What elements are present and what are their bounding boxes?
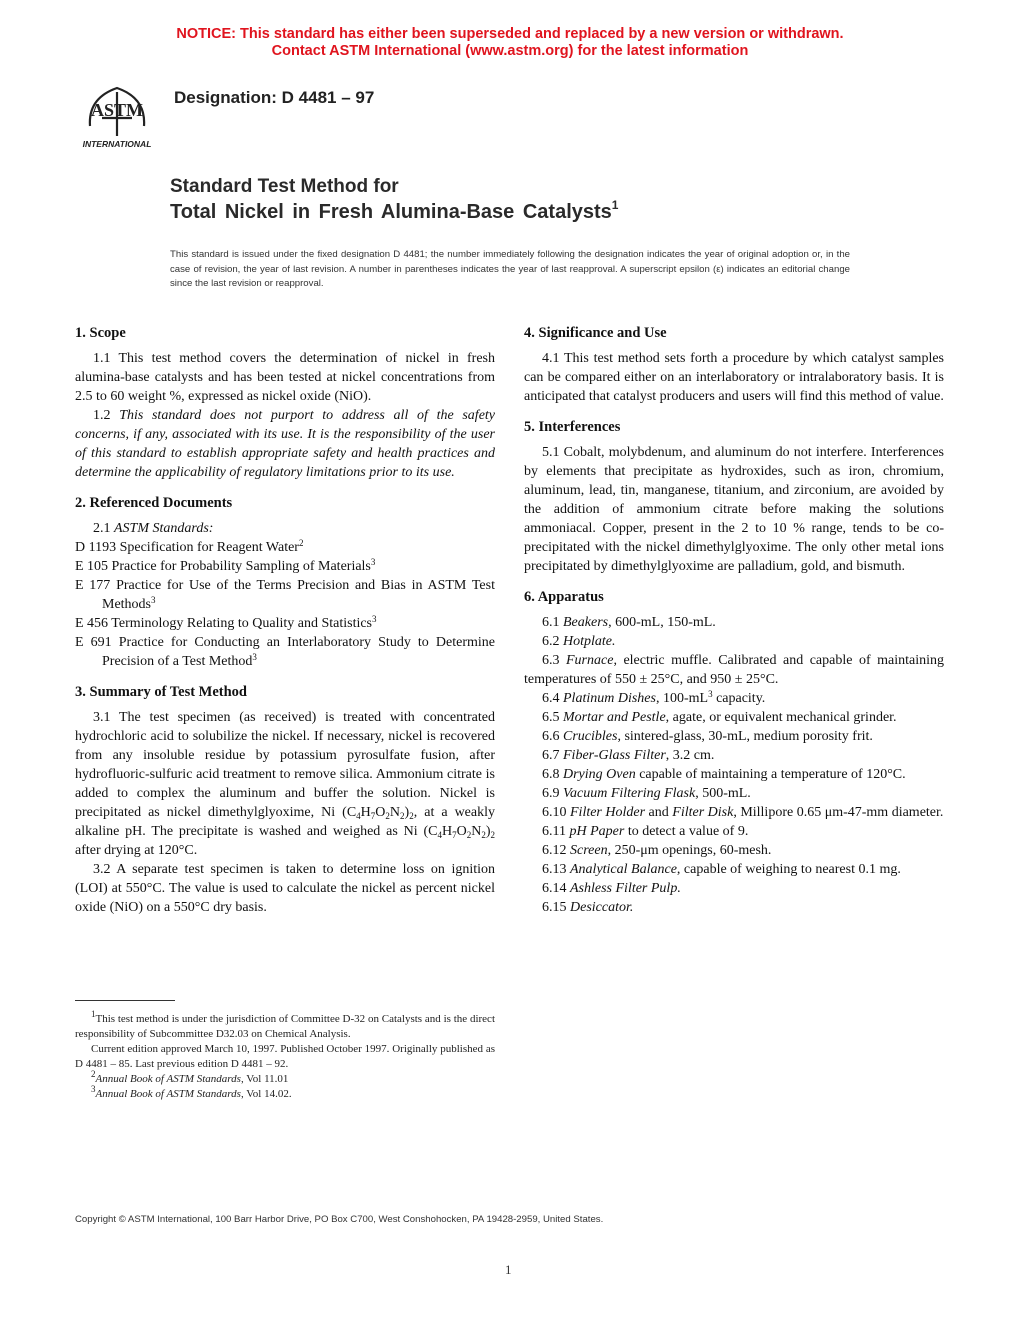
subscript: 4 bbox=[356, 811, 361, 821]
reference-text: E 105 Practice for Probability Sampling of Materials bbox=[75, 559, 371, 574]
paragraph-5-1: 5.1 Cobalt, molybdenum, and aluminum do not interfere. Interferences by elements that precipitate as hydroxides, such as iron, chromium, aluminum, lead, tin, manganese, titanium, and zirconium, are avoided by the addition of ammonium citrate before making the solutions ammoniacal. Copper, present in the 2 to 10 % range, tends to be co-precipitated with the nickel dimethylglyoxime. The only other metal ions precipitated by dimethylglyoxime are palladium, gold, and bismuth. bbox=[524, 445, 944, 574]
astm-standards-label: ASTM Standards: bbox=[114, 521, 214, 536]
item-desc: , sintered-glass, 30-mL, medium porosity frit. bbox=[617, 729, 873, 744]
footnote-text: , Vol 11.01 bbox=[240, 1073, 289, 1085]
right-column bbox=[524, 320, 944, 929]
item-name: Filter Holder bbox=[570, 805, 646, 820]
paragraph-3-2: 3.2 A separate test specimen is taken to determine loss on ignition (LOI) at 550°C. The value is used to calculate the nickel as percent nickel oxide (NiO) on a 550°C dry basis. bbox=[75, 862, 495, 915]
apparatus-item bbox=[524, 860, 944, 879]
item-number: 6.15 bbox=[542, 900, 570, 915]
item-number: 6.6 bbox=[542, 729, 563, 744]
item-name: Screen bbox=[570, 843, 608, 858]
footnote-text: This test method is under the jurisdiction of Committee D-32 on Catalysts and is the direct responsibility of Subcommittee D32.03 on Chemical Analysis. bbox=[75, 1013, 495, 1040]
subscript: 4 bbox=[437, 830, 442, 840]
paragraph-1-1: 1.1 This test method covers the determination of nickel in fresh alumina-base catalysts and has been tested at nickel concentrations from 2.5 to 60 weight %, expressed as nickel oxide (NiO). bbox=[75, 351, 495, 404]
apparatus-item bbox=[524, 727, 944, 746]
item-number: 6.7 bbox=[542, 748, 563, 763]
document-title bbox=[170, 175, 618, 225]
title-footnote-ref: 1 bbox=[611, 198, 619, 212]
paragraph-number: 2.1 bbox=[93, 521, 114, 536]
text-run: after drying at 120°C. bbox=[75, 843, 198, 858]
item-number: 6.5 bbox=[542, 710, 563, 725]
item-desc: , 600-mL, 150-mL. bbox=[608, 615, 716, 630]
section-heading: 6. Apparatus bbox=[524, 589, 604, 605]
subscript: 2 bbox=[400, 811, 405, 821]
reference-item bbox=[75, 557, 495, 576]
astm-logo-icon bbox=[72, 78, 162, 150]
paragraph-1-2 bbox=[75, 406, 495, 482]
section-heading: 4. Significance and Use bbox=[524, 325, 667, 341]
item-name: Analytical Balance bbox=[570, 862, 677, 877]
footnote-ref: 2 bbox=[298, 538, 304, 548]
footnote-1b: Current edition approved March 10, 1997. Published October 1997. Originally published as D 4481 – 85. Last previous edition D 4481 – 92. bbox=[75, 1043, 495, 1070]
text-run: H bbox=[360, 805, 371, 820]
item-name: Filter Disk bbox=[672, 805, 734, 820]
item-desc: , 500-mL. bbox=[695, 786, 751, 801]
footnote-marker: 1 bbox=[91, 1009, 96, 1019]
paragraph-4-1: 4.1 This test method sets forth a procedure by which catalyst samples can be compared either on an interlaboratory or intralaboratory basis. It is anticipated that catalyst producers and users will find this method of value. bbox=[524, 351, 944, 404]
footnote-marker: 2 bbox=[91, 1069, 96, 1079]
text-run: 3.1 The test specimen (as received) is treated with concentrated hydrochloric acid to solubilize the nickel. If necessary, nickel is recovered from any insoluble residue by potassium pyrosulfate fusion, after hydrofluoric-sulfuric acid treatment to remove silica. Ammonium citrate is added to complex the aluminum and buffer the solution. Nickel is precipitated as nickel dimethylglyoxime, Ni (C bbox=[75, 710, 495, 820]
item-desc: , electric muffle. Calibrated and capable of maintaining temperatures of 550 ± 25°C, and 950 ± 25°C. bbox=[524, 653, 944, 687]
item-desc: , 3.2 cm. bbox=[665, 748, 715, 763]
subscript: 2 bbox=[409, 811, 414, 821]
item-number: 6.12 bbox=[542, 843, 570, 858]
footnotes bbox=[75, 1009, 495, 1102]
notice-line-1: NOTICE: This standard has either been superseded and replaced by a new version or withdrawn. bbox=[176, 26, 844, 42]
text-run: , at a weakly alkaline pH. The precipitate is washed and weighed as Ni (C bbox=[75, 805, 495, 839]
footnote-text: , Vol 14.02. bbox=[240, 1088, 292, 1100]
reference-item bbox=[75, 538, 495, 557]
page-number: 1 bbox=[505, 1262, 512, 1277]
section-heading: 2. Referenced Documents bbox=[75, 495, 233, 511]
footnote-marker: 3 bbox=[91, 1084, 96, 1094]
item-desc: , agate, or equivalent mechanical grinder. bbox=[665, 710, 897, 725]
item-name: pH Paper bbox=[569, 824, 625, 839]
footnote-ref: 3 bbox=[151, 595, 156, 605]
item-number: 6.11 bbox=[542, 824, 570, 839]
item-name: Beakers bbox=[563, 615, 609, 630]
apparatus-item bbox=[524, 708, 944, 727]
item-name: Platinum Dishes bbox=[563, 691, 656, 706]
footnote-ref: 3 bbox=[370, 557, 376, 567]
subscript: 2 bbox=[481, 830, 486, 840]
section-apparatus bbox=[524, 588, 944, 917]
section-summary bbox=[75, 683, 495, 917]
title-line-2 bbox=[170, 199, 618, 225]
item-name: Hotplate. bbox=[563, 634, 616, 649]
section-referenced-documents bbox=[75, 494, 495, 671]
reference-text: E 177 Practice for Use of the Terms Precision and Bias in ASTM Test Methods bbox=[75, 578, 495, 612]
item-number: 6.1 bbox=[542, 615, 563, 630]
footnote-3 bbox=[75, 1084, 495, 1102]
apparatus-item bbox=[524, 879, 944, 898]
section-heading: 1. Scope bbox=[75, 325, 126, 341]
reference-text: E 691 Practice for Conducting an Interlaboratory Study to Determine Precision of a Test Method bbox=[75, 635, 495, 669]
item-number: 6.10 bbox=[542, 805, 570, 820]
reference-item bbox=[75, 633, 495, 671]
item-number: 6.13 bbox=[542, 862, 570, 877]
apparatus-item bbox=[524, 784, 944, 803]
item-number: 6.9 bbox=[542, 786, 563, 801]
text-run: H bbox=[441, 824, 453, 839]
text-run: O bbox=[456, 824, 467, 839]
paragraph-2-1 bbox=[75, 519, 495, 538]
footnote-text: Annual Book of ASTM Standards bbox=[95, 1088, 241, 1100]
item-name: Furnace bbox=[566, 653, 614, 668]
section-heading: 3. Summary of Test Method bbox=[75, 684, 247, 700]
section-scope bbox=[75, 324, 495, 482]
notice-line-2: Contact ASTM International (www.astm.org) for the latest information bbox=[271, 43, 749, 59]
copyright-line: Copyright © ASTM International, 100 Barr Harbor Drive, PO Box C700, West Conshohocken, PA 19428-2959, United States. bbox=[75, 1214, 604, 1225]
subscript: 7 bbox=[370, 811, 376, 821]
apparatus-item bbox=[524, 746, 944, 765]
text-run: N bbox=[389, 805, 401, 820]
item-number: 6.3 bbox=[542, 653, 566, 668]
item-desc: , 250-μm openings, 60-mesh. bbox=[607, 843, 772, 858]
apparatus-item bbox=[524, 632, 944, 651]
apparatus-item bbox=[524, 689, 944, 708]
apparatus-item bbox=[524, 651, 944, 689]
subscript: 2 bbox=[466, 830, 472, 840]
item-desc: , Millipore 0.65 μm-47-mm diameter. bbox=[733, 805, 944, 820]
item-number: 6.14 bbox=[542, 881, 570, 896]
item-name: Vacuum Filtering Flask bbox=[563, 786, 696, 801]
footnote-text: Annual Book of ASTM Standards bbox=[95, 1073, 241, 1085]
paragraph-3-1: 3.1 The test specimen (as received) is treated with concentrated hydrochloric acid to solubilize the nickel. If necessary, nickel is recovered from any insoluble residue by potassium pyrosulfate fusion, after hydrofluoric-sulfuric acid treatment to remove silica. Ammonium citrate is added to complex the aluminum and buffer the solution. Nickel is precipitated as nickel dimethylglyoxime, Ni $(C_4H_7O_2N_2)_2$, at a weakly alkaline pH. The precipitate is washed and weighed as Ni $(C_4H_7O_2N_2)_2$ after drying at 120°C. bbox=[75, 710, 495, 858]
footnote-ref: 3 bbox=[372, 614, 377, 624]
apparatus-item bbox=[524, 803, 944, 822]
item-number: 6.4 bbox=[542, 691, 563, 706]
logo-subtext: INTERNATIONAL bbox=[82, 139, 152, 149]
withdrawal-notice bbox=[0, 26, 1020, 60]
text-run: O bbox=[375, 805, 386, 820]
logo-text: ASTM bbox=[90, 100, 144, 120]
title-line-1: Standard Test Method for bbox=[170, 176, 399, 197]
subscript: 7 bbox=[452, 830, 457, 840]
designation: Designation: D 4481 – 97 bbox=[174, 88, 375, 107]
subscript: 2 bbox=[385, 811, 390, 821]
item-name: Desiccator. bbox=[570, 900, 634, 915]
issuance-note: This standard is issued under the fixed designation D 4481; the number immediately following the designation indicates the year of original adoption or, in the case of revision, the year of last revision. A number in parentheses indicates the year of last reapproval. A superscript epsilon (ε) indicates an editorial change since the last revision or reapproval. bbox=[170, 249, 850, 289]
item-desc: to detect a value of 9. bbox=[624, 824, 749, 839]
reference-text: E 456 Terminology Relating to Quality and Statistics bbox=[75, 616, 373, 631]
section-heading: 5. Interferences bbox=[524, 419, 621, 435]
left-column bbox=[75, 320, 495, 929]
section-interferences bbox=[524, 418, 944, 576]
subscript: 2 bbox=[490, 830, 495, 840]
item-name: Fiber-Glass Filter bbox=[563, 748, 666, 763]
item-desc: capacity. bbox=[712, 691, 766, 706]
item-name: Mortar and Pestle bbox=[563, 710, 666, 725]
item-desc: , capable of weighing to nearest 0.1 mg. bbox=[676, 862, 901, 877]
paragraph-number: 1.2 bbox=[93, 408, 120, 423]
footnote-divider bbox=[75, 1000, 175, 1001]
apparatus-item bbox=[524, 898, 944, 917]
reference-text: D 1193 Specification for Reagent Water bbox=[75, 540, 299, 555]
item-desc: capable of maintaining a temperature of 120°C. bbox=[635, 767, 906, 782]
item-desc: and bbox=[645, 805, 673, 820]
item-name: Crucibles bbox=[563, 729, 618, 744]
footnote-1 bbox=[75, 1009, 495, 1042]
section-significance bbox=[524, 324, 944, 406]
footnote-ref: 3 bbox=[252, 652, 257, 662]
item-number: 6.2 bbox=[542, 634, 563, 649]
reference-item bbox=[75, 576, 495, 614]
reference-item bbox=[75, 614, 495, 633]
footnote-2 bbox=[75, 1069, 495, 1087]
title-line-2-text: Total Nickel in Fresh Alumina-Base Catalysts bbox=[170, 201, 612, 223]
superscript: 3 bbox=[708, 689, 713, 699]
item-desc: , 100-mL bbox=[655, 691, 709, 706]
apparatus-item bbox=[524, 822, 944, 841]
apparatus-item bbox=[524, 841, 944, 860]
safety-statement: This standard does not purport to address all of the safety concerns, if any, associated with its use. It is the responsibility of the user of this standard to establish appropriate safety and health practices and determine the applicability of regulatory limitations prior to its use. bbox=[75, 408, 496, 480]
apparatus-item bbox=[524, 613, 944, 632]
item-number: 6.8 bbox=[542, 767, 563, 782]
text-run: N bbox=[471, 824, 482, 839]
apparatus-item bbox=[524, 765, 944, 784]
item-name: Drying Oven bbox=[563, 767, 636, 782]
item-name: Ashless Filter Pulp. bbox=[570, 881, 681, 896]
